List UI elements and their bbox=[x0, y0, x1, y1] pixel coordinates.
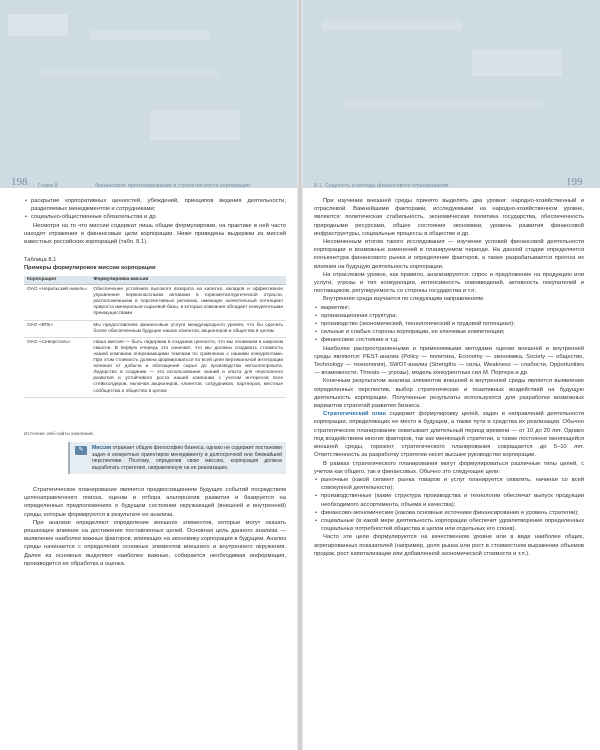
body-paragraph: Несомненным итогом такого исследования — изучение условий финансовой деятельности корпорации и возможных изменений в планируемом периоде. На данной стадии определяется конъюнктура финансового рынка и определение факторов, а также разрабатывается прогноз их влияния на будущую деятельность корпорации. bbox=[314, 239, 584, 270]
right-page-banner bbox=[302, 0, 600, 188]
list-item: • организационная структура; bbox=[314, 312, 584, 320]
table-source: Источник: веб-сайты компаний. bbox=[24, 432, 95, 437]
mission-note-box bbox=[68, 442, 286, 474]
body-paragraph: В рамках стратегического планирования могут формулироваться различные типы целей, с учетом как общего, так и финансовых. Обычно это следующие цели: bbox=[314, 460, 584, 475]
note-icon: ✎ bbox=[75, 446, 87, 455]
table-label: Таблица 8.1 bbox=[24, 257, 57, 263]
left-body bbox=[24, 486, 286, 568]
table-cell-mission: Мы предоставляем финансовые услуги международного уровня, что бы сделать более обеспеченным будущее наших клиентов, акционеров и общества в целом bbox=[90, 320, 286, 337]
table-cell-company: ОАО «Северсталь» bbox=[24, 337, 90, 397]
right-body bbox=[314, 197, 584, 558]
list-item: • социально-общественные обязательства и др. bbox=[24, 213, 286, 221]
table-row bbox=[24, 285, 286, 320]
intro-paragraph: Несмотря на то что миссии содержат лишь общие формулировки, на практике в ней часто находят отражение и финансовые цели корпорации. Ниже приведены выдержки из миссий известных российских корпораций (табл. 8.1). bbox=[24, 222, 286, 246]
left-intro bbox=[24, 197, 286, 246]
list-item: • рыночные (какой сегмент рынка товаров и услуг планируется охватить, начиная со всей совокупной деятельности); bbox=[314, 476, 584, 492]
table-row bbox=[24, 320, 286, 337]
body-paragraph: Часто эти цели формулируются на качественном уровне или в виде наиболее общих, агрегированных показателей (например, доля рынка или рост в стоимостном выражении объемов продаж, рост капитализации или добавленной экономической стоимости и т.п.). bbox=[314, 534, 584, 557]
table-cell-company: ОАО «Норильский никель» bbox=[24, 285, 90, 320]
body-paragraph: При анализе определяют определение внешних элементов, которые могут оказать решающее влияние на достижение поставленных целей. Основная цель данного анализа — выявление наиболее важных факторов, влияющих на экономику корпорации в будущем. Анализ среды начинается с определения основных элементов внешнего и внутреннего окружения. Далее из основных выделяют наиболее важные, собирается необходимая информация, производится ее обработка и оценка. bbox=[24, 519, 286, 567]
right-running-title: 8.1. Сущность и методы финансового планирования bbox=[314, 183, 449, 189]
body-paragraph: Конечным результатом анализа элементов внешней и внутренней среды является выявление определенных перспектив, выбор стратегических и позитивных воздействий на будущую деятельность корпорации. Полученные результаты используются для разработки возможных вариантов стратегий развития бизнеса. bbox=[314, 378, 584, 410]
table-cell-company: ОАО «ВТБ» bbox=[24, 320, 90, 337]
table-row bbox=[24, 337, 286, 397]
list-item: • производственные (какие структура производства и технологии обеспечат выпуск продукции необходимого ассортимента, объема и качества); bbox=[314, 492, 584, 508]
note-lead: Миссия bbox=[92, 445, 112, 451]
list-item: • раскрытие корпоративных ценностей, убеждений, принципов ведения деятельности, разделяемых менеджментом и сотрудниками; bbox=[24, 197, 286, 213]
table-header-company: Корпорация bbox=[24, 276, 90, 285]
strategic-plan-term: Стратегический план bbox=[323, 411, 386, 418]
missions-table bbox=[24, 276, 286, 398]
body-paragraph: Внутренняя среда изучается по следующим направлениям: bbox=[323, 296, 485, 303]
list-item: • социальные (в какой мере деятельность корпорации обеспечит удовлетворение определенных социальных потребностей общества в целом или отдельных его слоев). bbox=[314, 517, 584, 533]
body-paragraph: При изучении внешней среды принято выделять два уровня: народно-хозяйственный и отраслевой. Важнейшими факторами, исследуемыми на народно-хозяйственном уровне, являются: политическая стабильность, экономическая политика государства, обеспеченность природными ресурсами, общее состояние экономики, уровень развития финансовой инфраструктуры, социальные процессы в обществе и др. bbox=[314, 198, 584, 237]
strategic-plan-paragraph bbox=[314, 410, 584, 459]
list-item: • производство (экономический, технологический и трудовой потенциал); bbox=[314, 320, 584, 328]
list-item: • сильные и слабые стороны корпорации, ее ключевые компетенции; bbox=[314, 328, 584, 336]
table-header-mission: Формулировка миссии bbox=[90, 276, 286, 285]
strategic-plan-text: содержит формулировку целей, задач и направлений деятельности корпорации, определяющих ее место в будущем, а также пути и средства их реализации. Обычно стратегическое планирование охватывает длительный период времени — от 10 до 20 лет. Однако под воздействием многих факторов, так как меняющей стратегии, а также постоянно меняющейся внешней среды, горизонт стратегического планирования сокращается до 5–10 лет. Ответственность за разработку стратегии несет высшее руководство корпорации. bbox=[314, 411, 584, 459]
list-item: • финансово-экономические (какова основные источники финансирования и уровень стратегии); bbox=[314, 509, 584, 517]
note-text: отражает общую философию бизнеса, однако не содержит постановки задач и конкретных ориентиров менеджменту в долгосрочной или ближайшей перспективе. Поэтому, определив свою миссию, корпорация должна выработать стратегию, направленную на ее реализацию. bbox=[92, 445, 282, 471]
left-chapter-label: Глава 8 bbox=[38, 183, 58, 189]
right-page-number: 199 bbox=[566, 176, 583, 188]
left-running-title: Финансовое прогнозирование и стратегия роста корпорации bbox=[95, 183, 251, 189]
table-cell-mission: Наша миссия — быть лидерами в создании ценности, что мы понимаем в широком смысле. В первую очередь это означает, что мы должны создавать стоимость нашей компании опережающими темпами по сравнению с нашими конкурентами. При этом стоимость должна формироваться по всей цепи вертикальной интеграции начиная от добычи и обогащения сырья до производства металлопроката. Лидерство в создании — это использование знаний и опыта для неуклонного развития и устойчивого роста нашей компании с учетом интересов всех стейкхолдеров, включая акционеров, клиентов, сотрудников, партнеров, местные сообщества и общество в целом bbox=[90, 337, 286, 397]
list-item: • маркетинг; bbox=[314, 304, 584, 312]
body-paragraph: Наиболее распространенными и применяемыми методами оценки внешней и внутренней среды являются: PEST-анализ (Policy — политика, Economy — экономика, Society — общество, Technology — технология), SWOT-анализ (Strengths — силы, Weakness — слабости, Opportunities — возможности, Threats — угрозы), модель конкурентных сил М. Портера и др. bbox=[314, 345, 584, 377]
left-page-number: 198 bbox=[11, 176, 28, 188]
book-gutter bbox=[297, 0, 303, 750]
list-item: • финансовое состояние и т.д. bbox=[314, 336, 584, 344]
body-paragraph: Стратегическое планирование является предвосхищением будущих событий посредством целенаправленного поиска, оценки и отбора альтернатив развития и базируется на определенных предположениях о будущем состоянии окружающей (внешней и внутренней) среды, которые формируются в результате ее анализа. bbox=[24, 487, 286, 518]
table-cell-mission: Обеспечение устойчиво высокого возврата на капитал, вкладов и эффективное управление первоклассными активами в горнометаллургической отрасли, расположенными в перспективных регионах, имеющих значительный потенциал прироста минерально-сырьевой базы, в которых компания обладает конкурентными преимуществами bbox=[90, 285, 286, 320]
table-title: Примеры формулировок миссии корпорации bbox=[24, 265, 156, 271]
left-page-banner bbox=[0, 0, 298, 188]
table-caption bbox=[24, 256, 286, 272]
body-paragraph: На отраслевом уровне, как правило, анализируются: спрос и предложение на продукцию или услуги, угрозы и тип конкуренции, интенсивность нововведений, активность покупателей и поставщиков, регулируемость со стороны государства и т.п. bbox=[314, 271, 584, 295]
